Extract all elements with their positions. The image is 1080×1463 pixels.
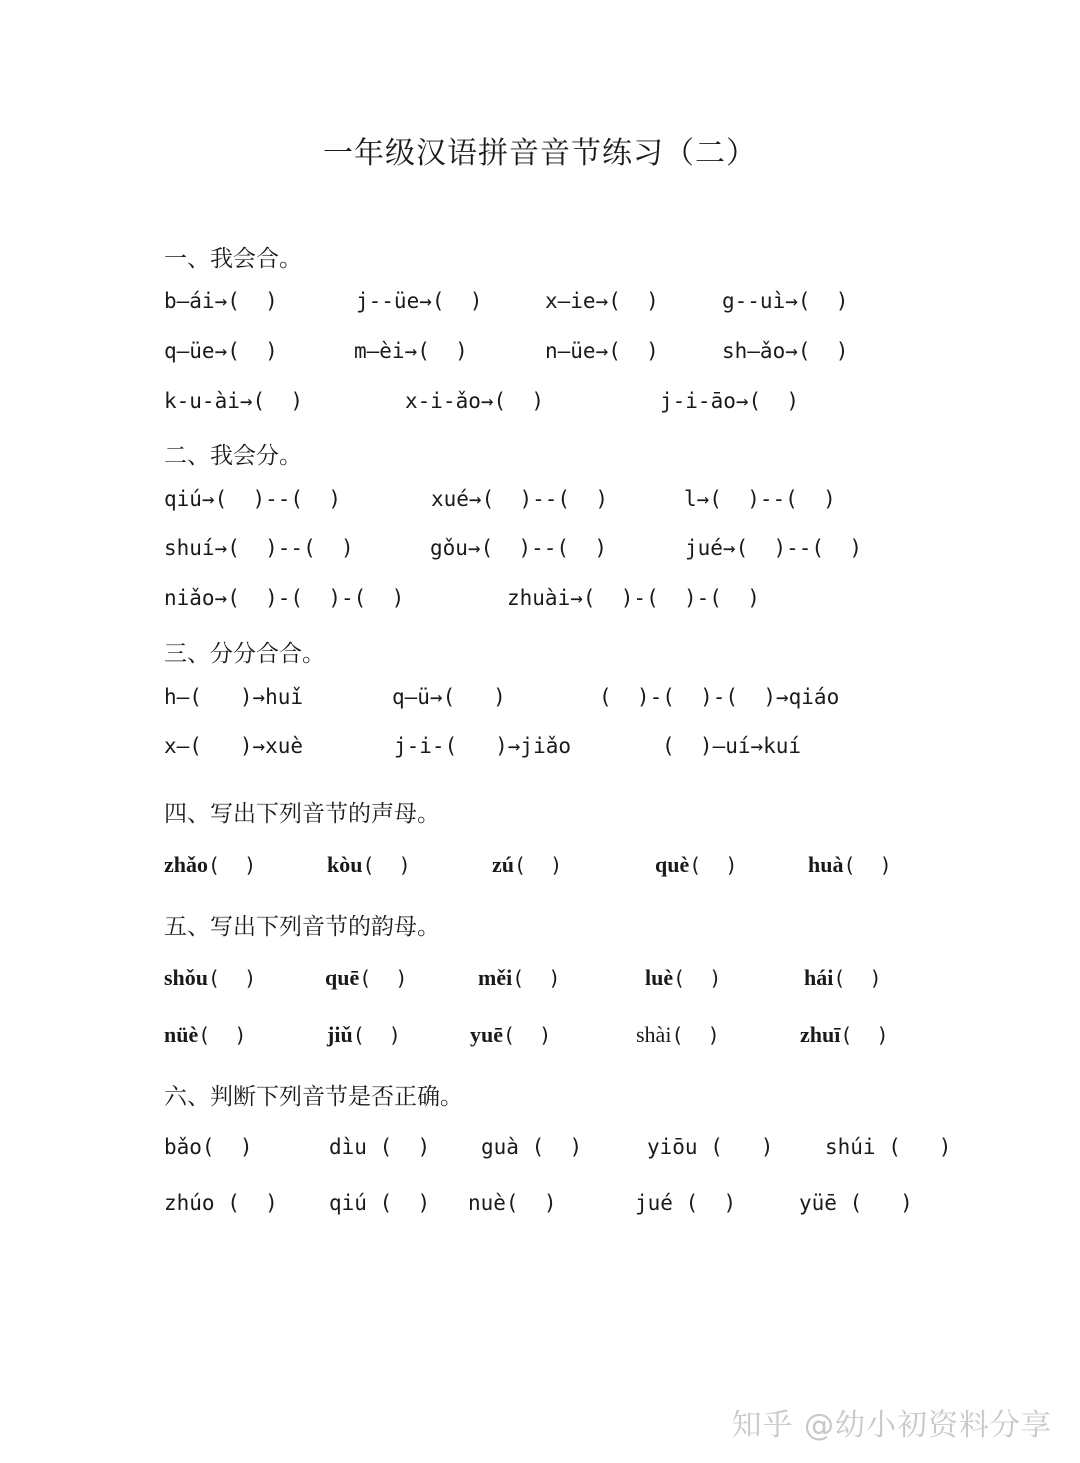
syllable: shǒu (164, 965, 209, 990)
exercise-item: sh—ǎo→( ) (722, 339, 849, 363)
watermark: 知乎 @幼小初资料分享 (731, 1408, 1052, 1443)
exercise-item: yiōu ( ) (647, 1135, 774, 1159)
exercise-item: bǎo( ) (164, 1135, 253, 1159)
blank: ( ) (359, 966, 408, 990)
exercise-item: ( )—uí→kuí (662, 734, 802, 758)
exercise-item (804, 965, 882, 991)
exercise-item (800, 1022, 889, 1048)
exercise-item (327, 852, 411, 878)
blank: ( ) (689, 853, 738, 877)
syllable: měi (478, 965, 513, 990)
exercise-item: qiú ( ) (329, 1191, 431, 1215)
syllable: jiǔ (327, 1022, 353, 1047)
syllable: quē (325, 965, 360, 990)
blank: ( ) (833, 966, 882, 990)
section-4-row-1 (164, 852, 984, 882)
section-5-row-2 (164, 1022, 984, 1052)
blank: ( ) (840, 1023, 889, 1047)
exercise-item: x—( )→xuè (164, 734, 304, 758)
exercise-item (164, 852, 256, 878)
blank: ( ) (503, 1023, 552, 1047)
exercise-item: zhuài→( )-( )-( ) (507, 586, 760, 610)
exercise-item (492, 852, 562, 878)
exercise-item: m—èi→( ) (354, 339, 468, 363)
section-1-row-2 (164, 339, 984, 369)
section-3-row-1 (164, 685, 984, 715)
section-6-heading: 六、判断下列音节是否正确。 (164, 1084, 463, 1110)
blank: ( ) (512, 966, 561, 990)
syllable: kòu (327, 852, 363, 877)
exercise-item (808, 852, 892, 878)
exercise-item (655, 852, 737, 878)
exercise-item (478, 965, 560, 991)
syllable: yuē (470, 1022, 503, 1047)
syllable: shài (636, 1022, 672, 1047)
blank: ( ) (673, 966, 722, 990)
section-1-row-1 (164, 289, 984, 319)
blank: ( ) (198, 1023, 247, 1047)
exercise-item: k-u-ài→( ) (164, 389, 304, 413)
exercise-item (645, 965, 721, 991)
exercise-item: jué→( )--( ) (685, 536, 863, 560)
syllable: huà (808, 852, 844, 877)
exercise-item (636, 1022, 720, 1048)
section-6-row-1 (164, 1135, 984, 1165)
exercise-item: nuè( ) (468, 1191, 557, 1215)
exercise-item: dìu ( ) (329, 1135, 431, 1159)
exercise-item: q—ü→( ) (392, 685, 506, 709)
section-5-row-1 (164, 965, 984, 995)
section-6-row-2 (164, 1191, 984, 1221)
blank: ( ) (208, 853, 257, 877)
exercise-item: yüē ( ) (799, 1191, 913, 1215)
exercise-item: ( )-( )-( )→qiáo (599, 685, 840, 709)
section-1-heading: 一、我会合。 (164, 246, 302, 272)
exercise-item: x—ie→( ) (545, 289, 659, 313)
exercise-item: qiú→( )--( ) (164, 487, 342, 511)
syllable: zú (492, 852, 514, 877)
blank: ( ) (671, 1023, 720, 1047)
exercise-item (164, 1022, 246, 1048)
section-3-row-2 (164, 734, 984, 764)
blank: ( ) (843, 853, 892, 877)
exercise-item: x-i-ǎo→( ) (405, 389, 545, 413)
exercise-item: j--üe→( ) (356, 289, 483, 313)
blank: ( ) (514, 853, 563, 877)
exercise-item: l→( )--( ) (684, 487, 836, 511)
syllable: zhǎo (164, 852, 208, 877)
exercise-item: j-i-( )→jiǎo (394, 734, 572, 758)
syllable: què (655, 852, 690, 877)
syllable: hái (804, 965, 834, 990)
exercise-item: niǎo→( )-( )-( ) (164, 586, 405, 610)
exercise-item (470, 1022, 551, 1048)
exercise-item: q—üe→( ) (164, 339, 278, 363)
section-4-heading: 四、写出下列音节的声母。 (164, 801, 440, 827)
blank: ( ) (352, 1023, 401, 1047)
exercise-item: h—( )→huǐ (164, 685, 304, 709)
exercise-item: guà ( ) (481, 1135, 583, 1159)
syllable: nüè (164, 1022, 199, 1047)
syllable: luè (645, 965, 674, 990)
exercise-item: b—ái→( ) (164, 289, 278, 313)
section-2-row-3 (164, 586, 984, 616)
section-2-row-1 (164, 487, 984, 517)
exercise-item: j-i-āo→( ) (660, 389, 800, 413)
blank: ( ) (208, 966, 257, 990)
blank: ( ) (362, 853, 411, 877)
exercise-item: g--uì→( ) (722, 289, 849, 313)
page-title: 一年级汉语拼音音节练习（二） (323, 136, 757, 171)
exercise-item (327, 1022, 401, 1048)
exercise-item: gǒu→( )--( ) (430, 536, 608, 560)
exercise-item: zhúo ( ) (164, 1191, 278, 1215)
exercise-item (325, 965, 407, 991)
section-2-heading: 二、我会分。 (164, 443, 302, 469)
section-5-heading: 五、写出下列音节的韵母。 (164, 914, 440, 940)
exercise-item: jué ( ) (635, 1191, 737, 1215)
syllable: zhuī (800, 1022, 841, 1047)
exercise-item: xué→( )--( ) (431, 487, 609, 511)
exercise-item: shuí→( )--( ) (164, 536, 354, 560)
section-1-row-3 (164, 389, 984, 419)
exercise-item: n—üe→( ) (545, 339, 659, 363)
section-2-row-2 (164, 536, 984, 566)
section-3-heading: 三、分分合合。 (164, 641, 325, 667)
exercise-item: shúi ( ) (825, 1135, 952, 1159)
exercise-item (164, 965, 256, 991)
